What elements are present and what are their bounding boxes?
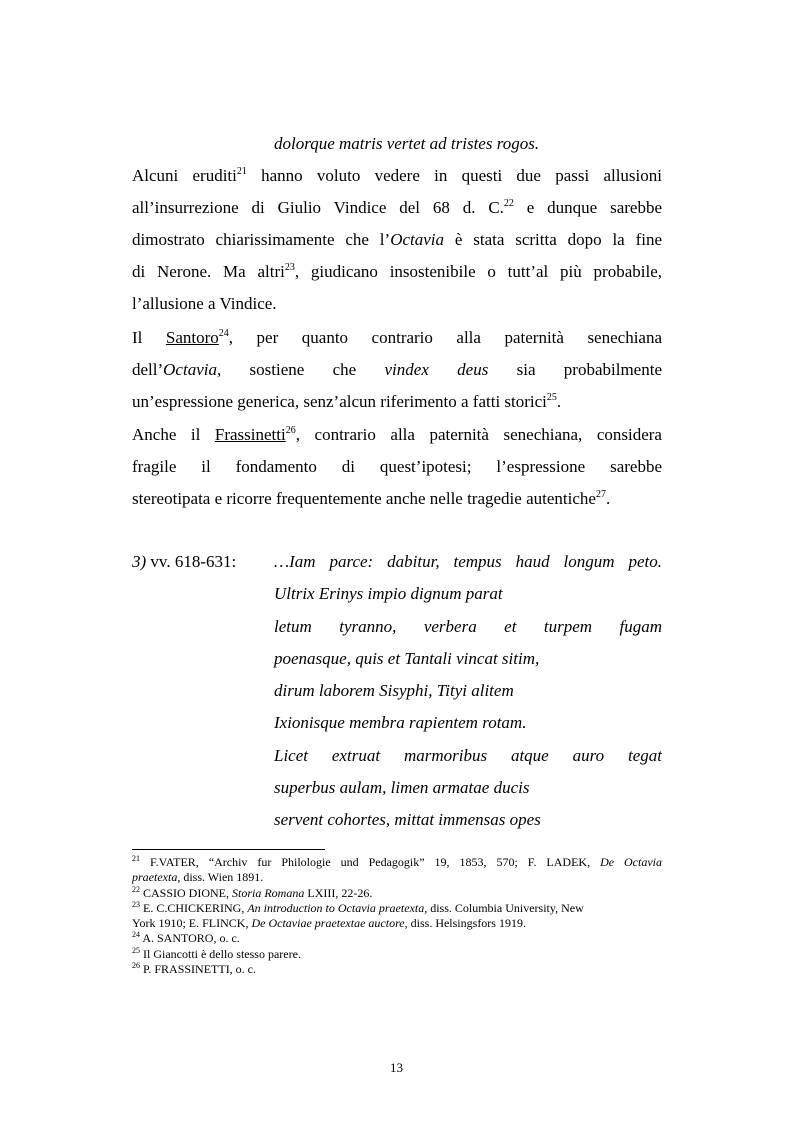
verse-block [274, 546, 662, 837]
footnote-ref-23: 23 [284, 262, 295, 273]
footnote-21-continued: praetexta, diss. Wien 1891. [132, 870, 264, 885]
paragraph-2 [132, 322, 662, 418]
p3-line-3: stereotipata e ricorre frequentemente anche nelle tragedie autentiche$^{27}$. [132, 489, 611, 508]
verse-range: vv. 618-631: [146, 552, 237, 571]
verse-line: Ultrix Erinys impio dignum parat [274, 584, 503, 604]
footnote-ref-24: 24 [218, 328, 229, 339]
footnote-separator [132, 849, 325, 850]
verse-line: Licet extruat marmoribus atque auro tegat [274, 745, 662, 765]
verse-line: letum tyranno, verbera et turpem fugam [274, 616, 662, 636]
paragraph-1 [132, 160, 662, 320]
p1-line-5: l’allusione a Vindice. [132, 294, 277, 313]
verse-line: servent cohortes, mittat immensas opes [274, 810, 541, 830]
p2-line-3: un’espressione generica, senz’alcun riferimento a fatti storici$^{25}$. [132, 392, 562, 411]
verse-line: dirum laborem Sisyphi, Tityi alitem [274, 681, 514, 701]
author-link-frassinetti: Frassinetti [214, 425, 286, 444]
p2-line-1: Il Santoro$^{24}$, per quanto contrario alla paternità senechiana [132, 328, 662, 347]
footnote-22: $^{22}$ CASSIO DIONE, Storia Romana LXIII, 22-26. [132, 884, 373, 900]
p3-line-1: Anche il Frassinetti$^{26}$, contrario alla paternità senechiana, considera [132, 425, 662, 444]
verse-intro-text: dolorque matris vertet ad tristes rogos. [274, 134, 540, 153]
verse-line: poenasque, quis et Tantali vincat sitim, [274, 648, 540, 668]
verse-section-number: 3) [132, 552, 147, 571]
footnote-23: $^{23}$ E. C.CHICKERING, An introduction to Octavia praetexta, diss. Columbia University, New [132, 899, 584, 915]
footnotes [132, 855, 662, 977]
verse-intro [274, 128, 662, 160]
footnote-ref-22: 22 [503, 198, 514, 209]
footnote-24: $^{24}$ A. SANTORO, o. c. [132, 930, 240, 946]
footnote-ref-25: 25 [546, 392, 557, 403]
p1-line-4: di Nerone. Ma altri$^{23}$, giudicano insostenibile o tutt’al più probabile, [132, 262, 662, 281]
footnote-ref-21: 21 [236, 166, 247, 177]
footnote-ref-27: 27 [595, 489, 606, 500]
footnote-21: $^{21}$ F.VATER, “Archiv fur Philologie und Pedagogik” 19, 1853, 570; F. LADEK, De Octavia [132, 855, 662, 869]
footnote-26: $^{26}$ P. FRASSINETTI, o. c. [132, 961, 257, 977]
footnote-25: $^{25}$ Il Giancotti è dello stesso parere. [132, 945, 301, 961]
paragraph-3 [132, 419, 662, 515]
p2-line-2: dell’Octavia, sostiene che vindex deus sia probabilmente [132, 360, 662, 379]
p3-line-2: fragile il fondamento di quest’ipotesi; l’espressione sarebbe [132, 457, 662, 476]
p1-line-2: all’insurrezione di Giulio Vindice del 68 d. C.$^{22}$ e dunque sarebbe [132, 198, 662, 217]
verse-reference [132, 546, 236, 578]
author-link-santoro: Santoro [165, 328, 219, 347]
page-number: 13 [390, 1060, 403, 1075]
p1-line-1: Alcuni eruditi$^{21}$ hanno voluto vedere in questi due passi allusioni [132, 166, 662, 185]
verse-line: …Iam parce: dabitur, tempus haud longum peto. [274, 552, 662, 571]
verse-line: superbus aulam, limen armatae ducis [274, 778, 530, 798]
p1-line-3: dimostrato chiarissimamente che l’Octavia è stata scritta dopo la fine [132, 230, 662, 249]
footnote-ref-26: 26 [285, 425, 296, 436]
verse-line: Ixionisque membra rapientem rotam. [274, 713, 527, 733]
footnote-23-continued: York 1910; E. FLINCK, De Octaviae praetextae auctore, diss. Helsingsfors 1919. [132, 916, 526, 931]
